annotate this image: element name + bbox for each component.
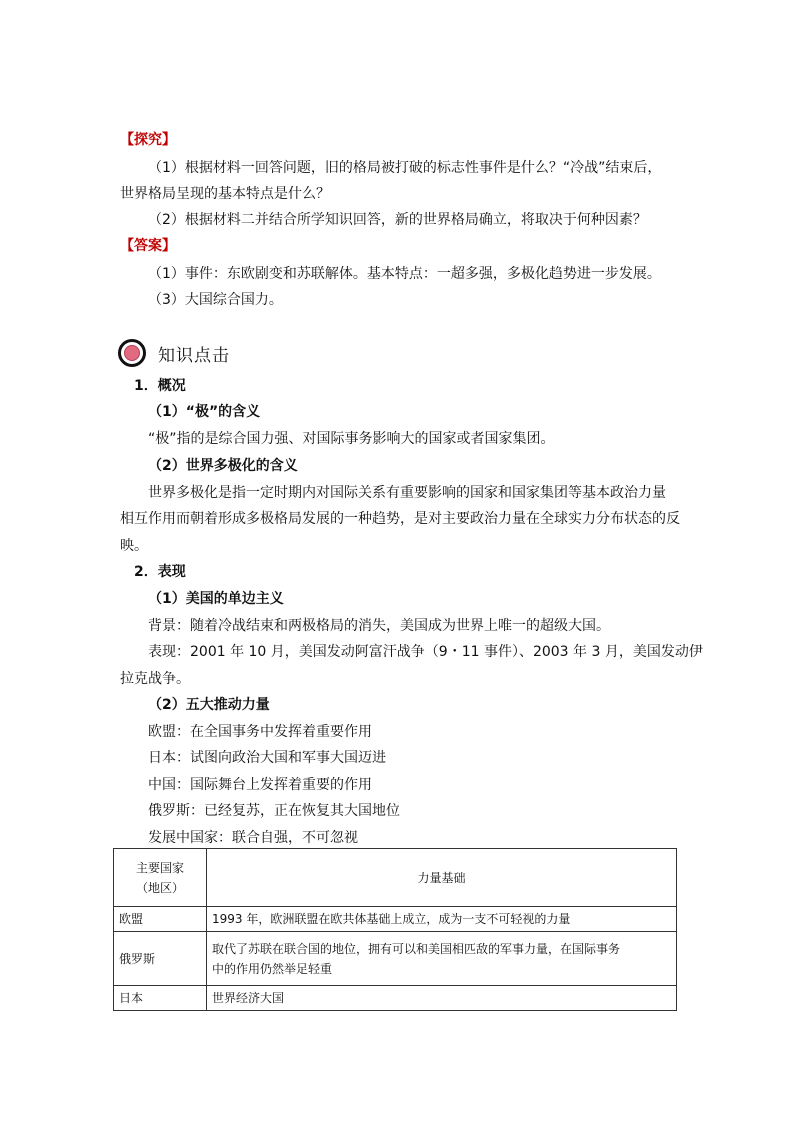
table-cell-basis: 1993 年，欧洲联盟在欧共体基础上成立，成为一支不可轻视的力量 [207,907,677,932]
multipolarity-text-line-3: 映。 [120,538,148,554]
table-header-region-line-2: （地区） [135,880,184,895]
table-row [114,932,677,986]
force-developing-countries: 发展中国家：联合自强，不可忽视 [148,830,358,846]
force-china: 中国：国际舞台上发挥着重要的作用 [148,777,372,793]
answer-1: （1）事件：东欧剧变和苏联解体。基本特点：一超多强，多极化趋势进一步发展。 [148,266,661,282]
manifestation-heading: 2．表现 [134,564,186,580]
target-icon [118,339,146,367]
knowledge-section-header [118,336,230,370]
table-header-region [114,849,207,907]
explore-question-1-line-1: （1）根据材料一回答问题，旧的格局被打破的标志性事件是什么？“冷战”结束后， [148,160,662,176]
multipolarity-heading: （2）世界多极化的含义 [148,458,298,474]
knowledge-section-title: 知识点击 [158,345,230,366]
answer-2: （3）大国综合国力。 [148,292,283,308]
table-cell-region: 日本 [114,986,207,1011]
answer-tag: 【答案】 [120,238,176,254]
table-row [114,907,677,932]
power-basis-table [113,848,677,1011]
table-header-row [114,849,677,907]
force-eu: 欧盟：在全国事务中发挥着重要作用 [148,724,372,740]
table-cell-basis: 世界经济大国 [207,986,677,1011]
explore-question-1-line-2: 世界格局呈现的基本特点是什么？ [120,186,330,202]
unilateralism-heading: （1）美国的单边主义 [148,591,284,607]
overview-heading: 1．概况 [134,378,186,394]
pole-meaning-text: “极”指的是综合国力强、对国际事务影响大的国家或者国家集团。 [148,431,555,447]
table-header-basis: 力量基础 [207,849,677,907]
unilateralism-manifestation-line-1: 表现：2001 年 10 月，美国发动阿富汗战争（9・11 事件）、2003 年 3 月，美国发动伊 [148,644,703,660]
table-cell-region: 欧盟 [114,907,207,932]
pole-meaning-heading: （1）“极”的含义 [148,404,261,420]
table-header-region-line-1: 主要国家 [135,860,184,875]
unilateralism-manifestation-line-2: 拉克战争。 [120,671,190,687]
force-japan: 日本：试图向政治大国和军事大国迈进 [148,750,386,766]
table-cell-basis [207,932,677,986]
table-row [114,986,677,1011]
explore-tag: 【探究】 [120,132,176,148]
multipolarity-text-line-1: 世界多极化是指一定时期内对国际关系有重要影响的国家和国家集团等基本政治力量 [148,485,666,501]
unilateralism-background: 背景：随着冷战结束和两极格局的消失，美国成为世界上唯一的超级大国。 [148,618,610,634]
table-cell-basis-line-2: 中的作用仍然举足轻重 [212,961,333,976]
five-forces-heading: （2）五大推动力量 [148,697,270,713]
multipolarity-text-line-2: 相互作用而朝着形成多极格局发展的一种趋势，是对主要政治力量在全球实力分布状态的反 [120,511,680,527]
force-russia: 俄罗斯：已经复苏，正在恢复其大国地位 [148,803,400,819]
table-cell-region: 俄罗斯 [114,932,207,986]
explore-question-2: （2）根据材料二并结合所学知识回答，新的世界格局确立，将取决于何种因素？ [148,212,647,228]
table-cell-basis-line-1: 取代了苏联在联合国的地位，拥有可以和美国相匹敌的军事力量，在国际事务 [212,941,621,956]
